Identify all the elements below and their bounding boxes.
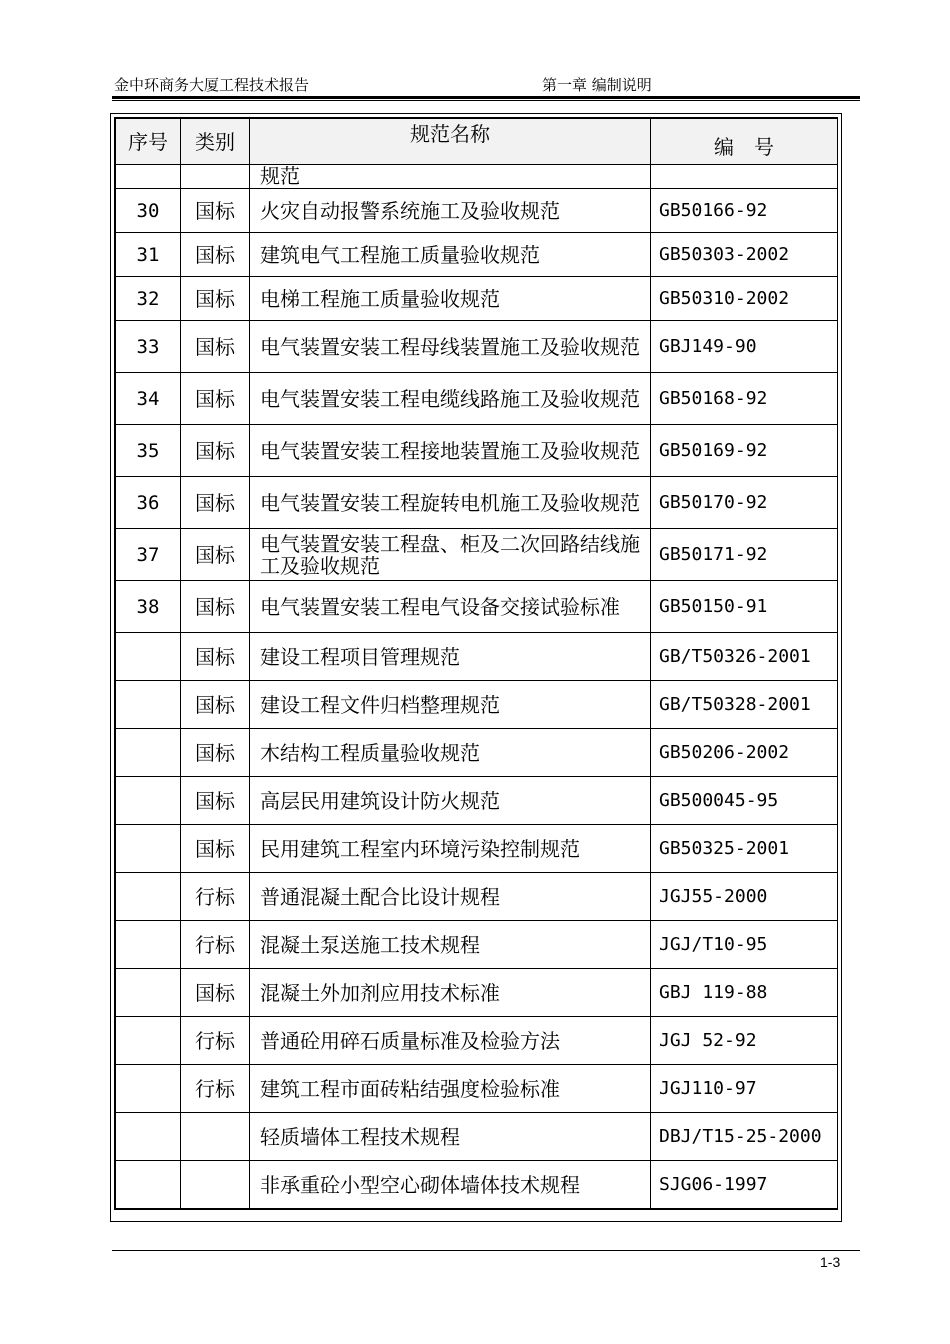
row-seq	[116, 729, 181, 777]
row-code: GB50303-2002	[651, 233, 838, 277]
chapter-title: 第一章 编制说明	[542, 76, 652, 94]
row-category: 国标	[181, 425, 250, 477]
row-code: GB500045-95	[651, 777, 838, 825]
row-code: SJG06-1997	[651, 1161, 838, 1209]
row-category: 国标	[181, 633, 250, 681]
standards-table-wrapper	[114, 117, 838, 1210]
row-seq	[116, 969, 181, 1017]
row-seq	[116, 1113, 181, 1161]
footer-rule	[112, 1250, 860, 1251]
row-seq: 35	[116, 425, 181, 477]
row-category	[181, 1113, 250, 1161]
header-name: 规范名称	[250, 119, 651, 165]
row-seq: 31	[116, 233, 181, 277]
table-row	[116, 1161, 838, 1209]
row-code: GBJ149-90	[651, 321, 838, 373]
table-header-row	[116, 119, 838, 165]
row-name: 电气装置安装工程电气设备交接试验标准	[250, 581, 651, 633]
row-category: 行标	[181, 921, 250, 969]
row-name: 高层民用建筑设计防火规范	[250, 777, 651, 825]
row-name: 建设工程项目管理规范	[250, 633, 651, 681]
row-seq	[116, 1065, 181, 1113]
row-name: 电气装置安装工程接地装置施工及验收规范	[250, 425, 651, 477]
standards-table	[115, 118, 838, 1209]
row-code: GB50168-92	[651, 373, 838, 425]
row-category	[181, 165, 250, 189]
row-name: 木结构工程质量验收规范	[250, 729, 651, 777]
row-seq	[116, 1161, 181, 1209]
row-code: GBJ 119-88	[651, 969, 838, 1017]
table-row	[116, 1017, 838, 1065]
row-category: 行标	[181, 1065, 250, 1113]
row-code: GB50150-91	[651, 581, 838, 633]
row-code: JGJ110-97	[651, 1065, 838, 1113]
row-name: 规范	[250, 165, 651, 189]
table-row	[116, 373, 838, 425]
row-category: 国标	[181, 529, 250, 581]
table-row	[116, 165, 838, 189]
row-category: 国标	[181, 373, 250, 425]
row-category: 国标	[181, 189, 250, 233]
table-row	[116, 425, 838, 477]
row-category: 国标	[181, 581, 250, 633]
row-name: 建筑工程市面砖粘结强度检验标准	[250, 1065, 651, 1113]
row-name: 火灾自动报警系统施工及验收规范	[250, 189, 651, 233]
table-row	[116, 321, 838, 373]
row-code: GB/T50328-2001	[651, 681, 838, 729]
table-row	[116, 873, 838, 921]
table-row	[116, 825, 838, 873]
row-name: 电气装置安装工程盘、柜及二次回路结线施工及验收规范	[250, 529, 651, 581]
row-code: GB50171-92	[651, 529, 838, 581]
table-row	[116, 277, 838, 321]
row-seq: 38	[116, 581, 181, 633]
row-name: 混凝土外加剂应用技术标准	[250, 969, 651, 1017]
row-code: GB50169-92	[651, 425, 838, 477]
row-code: GB/T50326-2001	[651, 633, 838, 681]
row-code: DBJ/T15-25-2000	[651, 1113, 838, 1161]
row-category: 国标	[181, 277, 250, 321]
row-name: 电气装置安装工程旋转电机施工及验收规范	[250, 477, 651, 529]
report-title: 金中环商务大厦工程技术报告	[114, 76, 310, 94]
table-row	[116, 729, 838, 777]
page-header	[112, 74, 860, 96]
table-row	[116, 189, 838, 233]
row-seq: 34	[116, 373, 181, 425]
row-seq: 30	[116, 189, 181, 233]
row-seq: 37	[116, 529, 181, 581]
row-name: 非承重砼小型空心砌体墙体技术规程	[250, 1161, 651, 1209]
row-seq: 33	[116, 321, 181, 373]
table-row	[116, 921, 838, 969]
row-seq	[116, 921, 181, 969]
row-category: 国标	[181, 777, 250, 825]
header-rule-thin	[112, 100, 860, 101]
table-row	[116, 1113, 838, 1161]
row-code: GB50325-2001	[651, 825, 838, 873]
row-seq	[116, 1017, 181, 1065]
row-seq	[116, 681, 181, 729]
row-code: GB50310-2002	[651, 277, 838, 321]
row-seq	[116, 165, 181, 189]
row-code: GB50206-2002	[651, 729, 838, 777]
row-seq	[116, 873, 181, 921]
table-row	[116, 777, 838, 825]
row-name: 民用建筑工程室内环境污染控制规范	[250, 825, 651, 873]
table-row	[116, 969, 838, 1017]
table-row	[116, 681, 838, 729]
row-seq	[116, 633, 181, 681]
row-category: 国标	[181, 321, 250, 373]
row-code: GB50166-92	[651, 189, 838, 233]
header-seq: 序号	[116, 119, 181, 165]
page-number: 1-3	[820, 1254, 841, 1270]
table-row	[116, 529, 838, 581]
row-code: JGJ55-2000	[651, 873, 838, 921]
table-row	[116, 477, 838, 529]
row-name: 普通混凝土配合比设计规程	[250, 873, 651, 921]
row-category: 国标	[181, 729, 250, 777]
row-seq: 36	[116, 477, 181, 529]
row-category: 行标	[181, 873, 250, 921]
row-code	[651, 165, 838, 189]
row-name: 建筑电气工程施工质量验收规范	[250, 233, 651, 277]
row-category: 行标	[181, 1017, 250, 1065]
row-name: 电气装置安装工程母线装置施工及验收规范	[250, 321, 651, 373]
row-name: 电梯工程施工质量验收规范	[250, 277, 651, 321]
row-category	[181, 1161, 250, 1209]
row-category: 国标	[181, 233, 250, 277]
table-row	[116, 1065, 838, 1113]
row-category: 国标	[181, 681, 250, 729]
row-seq	[116, 777, 181, 825]
row-category: 国标	[181, 969, 250, 1017]
row-category: 国标	[181, 825, 250, 873]
row-seq: 32	[116, 277, 181, 321]
row-code: JGJ/T10-95	[651, 921, 838, 969]
table-row	[116, 581, 838, 633]
header-category: 类别	[181, 119, 250, 165]
row-code: JGJ 52-92	[651, 1017, 838, 1065]
row-name: 普通砼用碎石质量标准及检验方法	[250, 1017, 651, 1065]
row-name: 建设工程文件归档整理规范	[250, 681, 651, 729]
header-rule-thick	[112, 96, 860, 99]
header-code: 编 号	[651, 119, 838, 165]
row-name: 轻质墙体工程技术规程	[250, 1113, 651, 1161]
row-category: 国标	[181, 477, 250, 529]
table-row	[116, 233, 838, 277]
row-code: GB50170-92	[651, 477, 838, 529]
table-row	[116, 633, 838, 681]
row-name: 电气装置安装工程电缆线路施工及验收规范	[250, 373, 651, 425]
row-name: 混凝土泵送施工技术规程	[250, 921, 651, 969]
row-seq	[116, 825, 181, 873]
